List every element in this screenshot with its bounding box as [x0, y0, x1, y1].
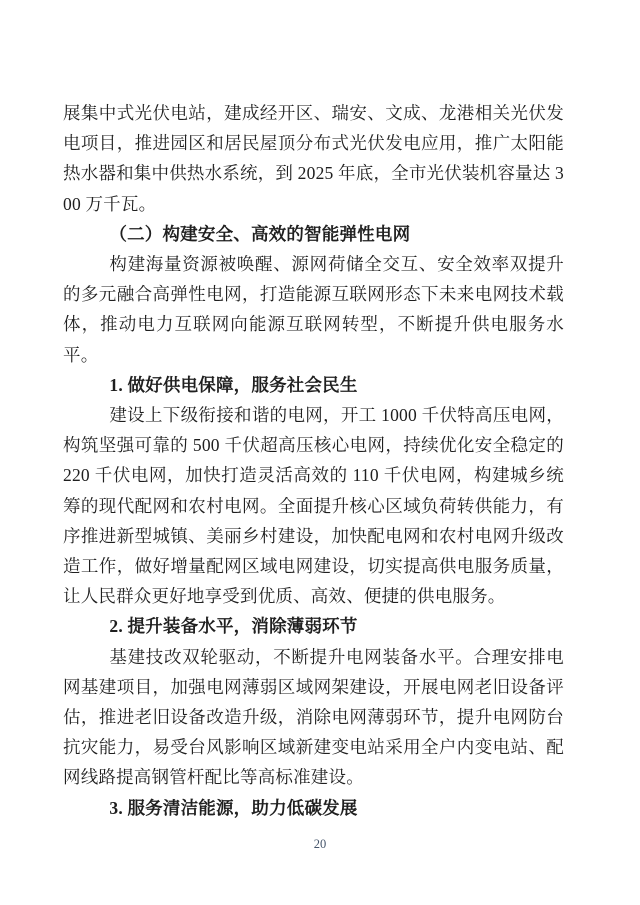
paragraph-flexible-grid-intro: 构建海量资源被唤醒、源网荷储全交互、安全效率双提升的多元融合高弹性电网，打造能源互联网形态下未来电网技术载体，推动电力互联网向能源互联网转型，不断提升供电服务水平。 [63, 254, 564, 365]
subsection-heading-power-supply-guarantee: 1. 做好供电保障，服务社会民生 [109, 374, 358, 395]
paragraph-power-supply-guarantee: 建设上下级衔接和谐的电网，开工 1000 千伏特高压电网，构筑坚强可靠的 500 千伏超高压核心电网，持续优化安全稳定的 220 千伏电网，加快打造灵活高效的 110 千伏电网，构建城乡统筹的现代配网和农村电网。全面提升核心区域负荷转供能力，有序推进新型城镇、美丽乡村建设，加快配电网和农村电网升级改造工作，做好增量配网区域电网建设，切实提高供电服务质量，让人民群众更好地享受到优质、高效、便捷的供电服务。 [63, 405, 564, 607]
document-text-block [63, 98, 564, 823]
subsection-heading-equipment-level: 2. 提升装备水平，消除薄弱环节 [109, 616, 358, 637]
section-heading-smart-flexible-grid: （二）构建安全、高效的智能弹性电网 [109, 223, 411, 244]
page-number: 20 [313, 837, 327, 851]
paragraph-equipment-level: 基建技改双轮驱动，不断提升电网装备水平。合理安排电网基建项目，加强电网薄弱区域网架建设，开展电网老旧设备评估，推进老旧设备改造升级，消除电网薄弱环节，提升电网防台抗灾能力，易受台风影响区域新建变电站采用全户内变电站、配网线路提高钢管杆配比等高标准建设。 [63, 646, 564, 788]
paragraph-photovoltaic-continued: 展集中式光伏电站，建成经开区、瑞安、文成、龙港相关光伏发电项目，推进园区和居民屋顶分布式光伏发电应用，推广太阳能热水器和集中供热水系统，到 2025 年底，全市光伏装机容量达 300 万千瓦。 [63, 103, 564, 214]
subsection-heading-clean-energy: 3. 服务清洁能源，助力低碳发展 [109, 797, 358, 818]
